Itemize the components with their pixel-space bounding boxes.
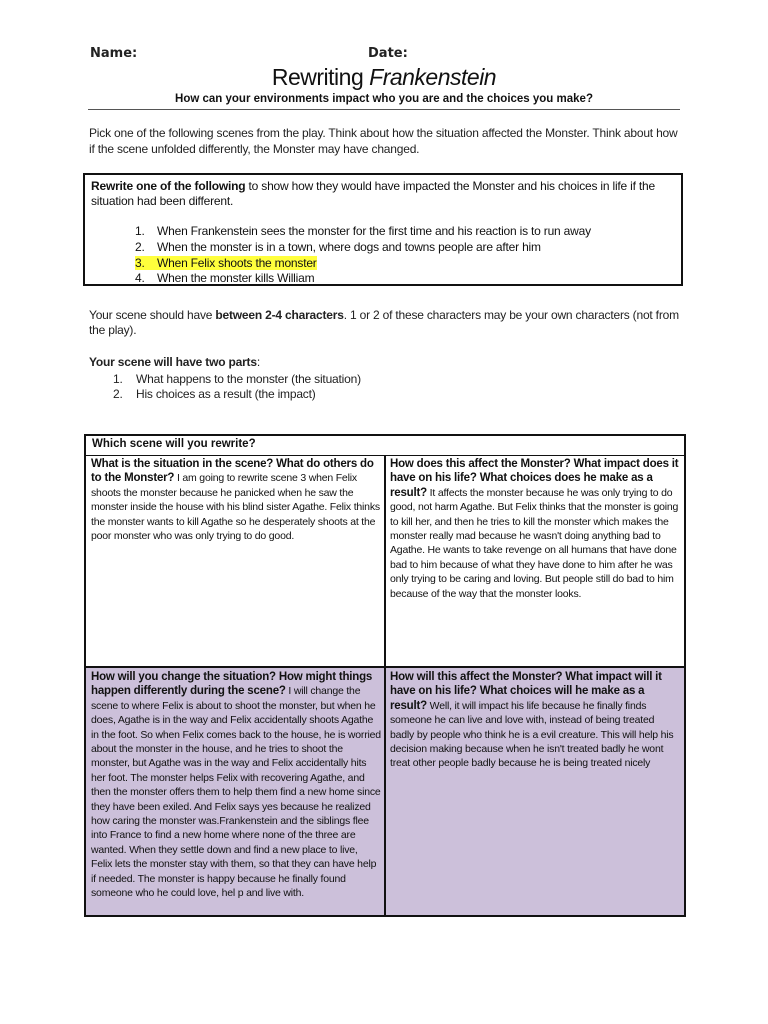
- instructions-text: Rewrite one of the following to show how they would have impacted the Monster and his choices in life if the situation had been different.: [91, 179, 655, 208]
- name-label: Name:: [90, 46, 138, 61]
- which-scene-row: Which scene will you rewrite?: [86, 436, 684, 456]
- scene-worksheet-table: [84, 434, 686, 917]
- instructions-box: [83, 173, 683, 286]
- column-divider: [384, 455, 386, 915]
- scene-option-3-highlighted: 3. When Felix shoots the monster: [135, 256, 317, 270]
- page-title: Rewriting Frankenstein: [271, 64, 497, 90]
- date-label: Date:: [368, 46, 408, 61]
- characters-line-2: the play).: [89, 323, 137, 337]
- scene-option-4: 4. When the monster kills William: [135, 271, 315, 285]
- page-subtitle: How can your environments impact who you are and the choices you make?: [175, 93, 593, 105]
- intro-line-1: Pick one of the following scenes from the play. Think about how the situation affected the Monster. Think about how: [89, 126, 678, 140]
- changed-situation-cell[interactable]: How will you change the situation? How might things happen differently during the scene? I will change the scene to where Felix is about to shoot the monster, but when he does, Agathe is in the way and Felix accidentally shoots Agathe in the foot. So when Felix comes back to the house, he is worried about the monster in the house, and he tries to shoot the monster, but Agathe was in the way and Felix accidentally hits her foot. The monster helps Felix with recovering Agathe, and then the monster offers them to help them find a new home since they have been exiled. And Felix says yes because he realized how caring the monster was.Frankenstein and the siblings flee into France to find a new home where none of the three are wanted. When they settle down and find a new place to live, Felix lets the monster stay with them, so that they can have help if needed. The monster is happy because he finally found someone who he could love, hel p and live with.: [91, 671, 381, 900]
- changed-impact-cell[interactable]: How will this affect the Monster? What impact will it have on his life? What choices will he make as a result? Well, it will impact his life because he finally finds someone he can live and love with, instead of being treated badly by people who think he is a evil creature. This will help his decision making because when he isn't treated badly he wont treat other people badly because he is being treated nicely: [390, 671, 674, 770]
- scene-option-2: 2. When the monster is in a town, where dogs and towns people are after him: [135, 240, 541, 254]
- part-item-1: 1. What happens to the monster (the situation): [113, 372, 361, 386]
- impact-cell[interactable]: How does this affect the Monster? What impact does it have on his life? What choices does he make as a result? It affects the monster because he was only trying to do good, not harm Agathe. But Felix thinks that the monster is going to kill her, and then he tries to kill the monster which makes the monster really mad because he wasn't doing anything bad to Agathe. He wants to take revenge on all humans that have done bad to him because of what they have done to him after he was only trying to be caring and loving. But people still do bad to him because of the way that the monster looks.: [390, 458, 679, 600]
- intro-line-2: if the scene unfolded differently, the Monster may have changed.: [89, 142, 420, 156]
- part-item-2: 2. His choices as a result (the impact): [113, 387, 316, 401]
- parts-heading: Your scene will have two parts:: [89, 355, 260, 369]
- characters-line-1: Your scene should have between 2-4 characters. 1 or 2 of these characters may be your own characters (not from: [89, 308, 679, 322]
- scene-option-1: 1. When Frankenstein sees the monster for the first time and his reaction is to run away: [135, 224, 591, 238]
- row-divider: [86, 666, 684, 668]
- header-divider: [88, 109, 680, 110]
- situation-cell[interactable]: What is the situation in the scene? What do others do to the Monster? I am going to rewrite scene 3 when Felix shoots the monster because he panicked when he saw the monster inside the house with his blind sister Agathe. Felix thinks the monster wants to kill Agathe so he desperately shoots at the poor monster who was only trying to do good.: [91, 458, 380, 543]
